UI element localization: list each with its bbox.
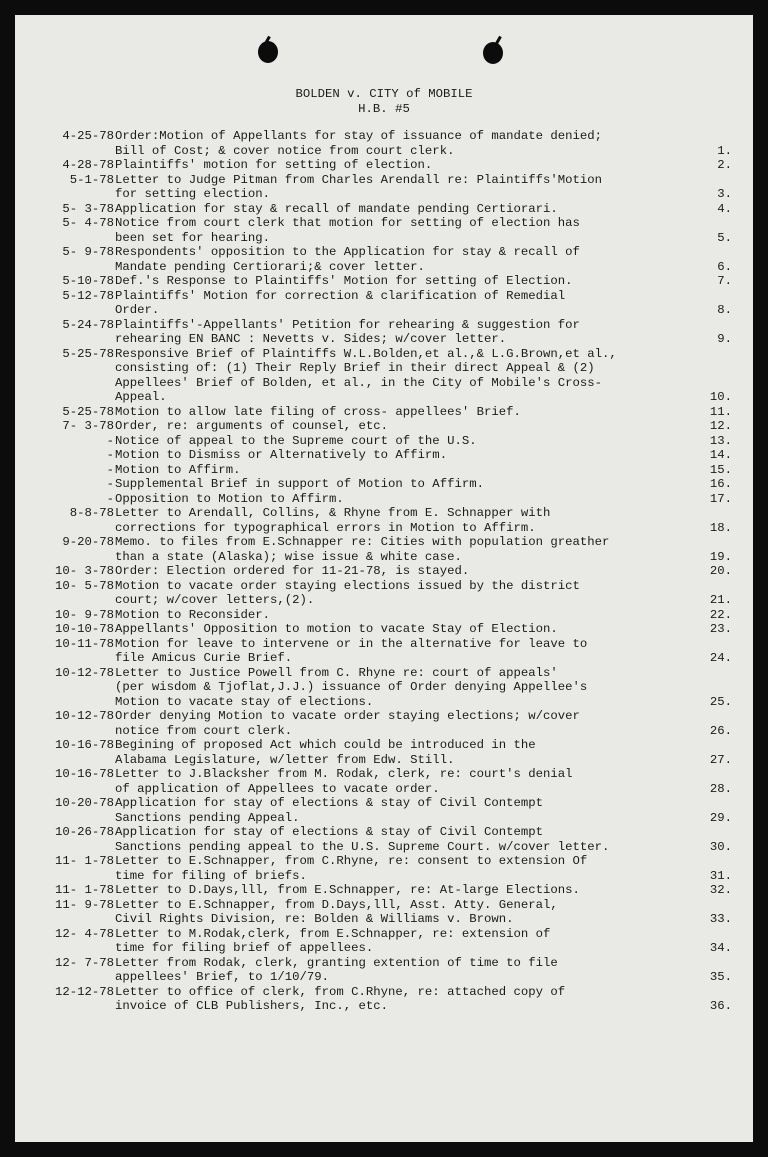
entry-description — [115, 448, 732, 463]
entry-line: Appeal. — [115, 390, 167, 404]
entry-date: 12- 7-78 — [54, 955, 114, 970]
entry-line: Letter to D.Days,lll, from E.Schnapper, re: At-large Elections. — [115, 883, 580, 897]
docket-entry — [42, 535, 732, 564]
hole-tear-mark — [495, 36, 502, 44]
entry-line: rehearing EN BANC : Nevetts v. Sides; w/cover letter. — [115, 332, 507, 346]
entry-line: Motion to vacate stay of elections. — [115, 694, 374, 709]
file-reference: H.B. #5 — [358, 102, 410, 116]
docket-entry — [42, 608, 732, 623]
entry-description — [115, 245, 732, 274]
entry-number: 17. — [709, 491, 732, 506]
docket-entry — [42, 854, 732, 883]
docket-entry — [42, 158, 732, 173]
entry-line: Notice of appeal to the Supreme court of the U.S. — [115, 433, 477, 448]
entry-number: 20. — [709, 564, 732, 578]
entry-line: Plaintiffs' Motion for correction & clarification of Remedial — [115, 288, 566, 303]
entry-number: 36. — [709, 999, 732, 1013]
entry-date: 5-12-78 — [62, 288, 114, 303]
entry-description — [115, 173, 732, 202]
entry-line: of application of Appellees to vacate order. — [115, 781, 440, 796]
entry-line: time for filing of briefs. — [115, 868, 307, 883]
entry-date: 10-12-78 — [54, 665, 114, 680]
entry-date: 12- 4-78 — [54, 926, 114, 941]
entry-line: for setting election. — [115, 187, 270, 201]
entry-date: 10- 5-78 — [54, 578, 114, 593]
entry-description — [115, 622, 732, 637]
entry-line: Motion to allow late filing of cross- appellees' Brief. — [115, 404, 521, 419]
punch-hole — [483, 42, 503, 64]
entry-description — [115, 463, 732, 478]
entry-line: Application for stay of elections & stay of Civil Contempt — [115, 825, 544, 839]
entry-number: 26. — [709, 723, 732, 738]
entry-number: 28. — [709, 781, 732, 796]
entry-line: Letter to Justice Powell from C. Rhyne re: court of appeals' — [115, 665, 558, 680]
entry-line: consisting of: (1) Their Reply Brief in their direct Appeal & (2) — [115, 361, 595, 375]
entry-description — [115, 564, 732, 579]
document-header — [15, 87, 753, 117]
entry-line: Motion for leave to intervene or in the alternative for leave to — [115, 636, 588, 651]
entry-number: 31. — [709, 868, 732, 883]
entry-line: Appellants' Opposition to motion to vacate Stay of Election. — [115, 622, 558, 636]
entry-line: Memo. to files from E.Schnapper re: Cities with population greather — [115, 535, 610, 549]
entry-number: 30. — [709, 839, 732, 854]
entry-number: 1. — [717, 143, 732, 158]
entry-line: Letter to M.Rodak,clerk, from E.Schnapper, re: extension of — [115, 926, 551, 941]
entry-number: 35. — [709, 970, 732, 984]
docket-entry — [42, 927, 732, 956]
entry-date: 10-11-78 — [54, 636, 114, 651]
entry-description — [115, 202, 732, 217]
entry-date: 5-1-78 — [69, 172, 114, 187]
entry-date: 10-20-78 — [54, 796, 114, 810]
entry-line: Sanctions pending appeal to the U.S. Supreme Court. w/cover letter. — [115, 839, 610, 854]
entry-description — [115, 608, 732, 623]
entry-line: appellees' Brief, to 1/10/79. — [115, 970, 330, 984]
entry-date: 5- 9-78 — [62, 245, 114, 259]
entry-description — [115, 347, 732, 405]
entry-line: Motion to Affirm. — [115, 462, 241, 477]
entry-number: 33. — [709, 912, 732, 926]
entry-description — [115, 419, 732, 434]
docket-entry — [42, 825, 732, 854]
entry-number: 24. — [709, 651, 732, 665]
entry-number: 22. — [709, 607, 732, 622]
entry-line: file Amicus Curie Brief. — [115, 651, 293, 665]
entry-number: 25. — [709, 694, 732, 709]
entry-description — [115, 666, 732, 710]
entry-number: 15. — [709, 462, 732, 477]
entry-line: than a state (Alaska); wise issue & white case. — [115, 549, 462, 564]
entry-date: 4-25-78 — [62, 129, 114, 143]
entry-line: (per wisdom & Tjoflat,J.J.) issuance of Order denying Appellee's — [115, 680, 588, 694]
docket-entry — [42, 216, 732, 245]
docket-entry — [42, 709, 732, 738]
entry-line: Order, re: arguments of counsel, etc. — [115, 419, 389, 433]
entry-line: Supplemental Brief in support of Motion to Affirm. — [115, 477, 484, 491]
entry-number: 29. — [709, 810, 732, 825]
entry-date: - — [106, 448, 114, 462]
entry-line: Civil Rights Division, re: Bolden & Williams v. Brown. — [115, 912, 514, 926]
entry-line: Plaintiffs' motion for setting of election. — [115, 158, 433, 172]
entry-line: Letter from Rodak, clerk, granting extention of time to file — [115, 955, 558, 970]
entry-description — [115, 883, 732, 898]
entry-line: Responsive Brief of Plaintiffs W.L.Bolden,et al.,& L.G.Brown,et al., — [115, 346, 617, 361]
docket-entry — [42, 579, 732, 608]
entry-number: 34. — [709, 941, 732, 955]
entry-number: 9. — [717, 332, 732, 346]
entry-line: Motion to vacate order staying elections issued by the district — [115, 578, 580, 593]
docket-entry — [42, 738, 732, 767]
document-page — [15, 15, 753, 1142]
entry-date: 12-12-78 — [54, 984, 114, 999]
entry-description — [115, 927, 732, 956]
entry-line: Appellees' Brief of Bolden, et al., in the City of Mobile's Cross- — [115, 375, 603, 390]
entry-description — [115, 854, 732, 883]
entry-line: Def.'s Response to Plaintiffs' Motion for setting of Election. — [115, 274, 573, 288]
entry-date: 10- 3-78 — [54, 564, 114, 578]
entry-description — [115, 274, 732, 289]
entry-line: Letter to E.Schnapper, from C.Rhyne, re: consent to extension Of — [115, 854, 588, 868]
docket-entry — [42, 506, 732, 535]
docket-entry — [42, 985, 732, 1014]
entry-description — [115, 709, 732, 738]
entry-number: 12. — [709, 419, 732, 433]
entry-number: 10. — [709, 390, 732, 404]
entry-line: Opposition to Motion to Affirm. — [115, 491, 344, 506]
docket-entry-list — [42, 129, 732, 1014]
entry-description — [115, 637, 732, 666]
entry-date: 5-10-78 — [62, 274, 114, 288]
docket-entry — [42, 622, 732, 637]
entry-line: Notice from court clerk that motion for setting of election has — [115, 216, 580, 230]
entry-number: 14. — [709, 448, 732, 462]
docket-entry — [42, 883, 732, 898]
entry-description — [115, 492, 732, 507]
entry-date: 7- 3-78 — [62, 419, 114, 433]
entry-date: - — [106, 433, 114, 448]
entry-number: 3. — [717, 187, 732, 201]
entry-date: 8-8-78 — [69, 506, 114, 520]
entry-line: Order denying Motion to vacate order staying elections; w/cover — [115, 709, 580, 723]
entry-description — [115, 796, 732, 825]
entry-description — [115, 477, 732, 492]
entry-number: 4. — [717, 201, 732, 216]
entry-line: notice from court clerk. — [115, 723, 293, 738]
entry-line: Motion to Dismiss or Alternatively to Affirm. — [115, 448, 448, 462]
case-title: BOLDEN v. CITY of MOBILE — [295, 87, 473, 101]
entry-description — [115, 956, 732, 985]
entry-description — [115, 506, 732, 535]
docket-entry — [42, 202, 732, 217]
entry-line: Letter to office of clerk, from C.Rhyne, re: attached copy of — [115, 984, 566, 999]
entry-description — [115, 289, 732, 318]
entry-line: Mandate pending Certiorari;& cover letter. — [115, 259, 425, 274]
entry-date: - — [106, 491, 114, 506]
docket-entry — [42, 463, 732, 478]
docket-entry — [42, 448, 732, 463]
entry-line: Bill of Cost; & cover notice from court clerk. — [115, 143, 455, 158]
docket-entry — [42, 492, 732, 507]
entry-line: Letter to E.Schnapper, from D.Days,lll, Asst. Atty. General, — [115, 897, 558, 912]
entry-date: 5-25-78 — [62, 346, 114, 361]
entry-line: Motion to Reconsider. — [115, 607, 270, 622]
entry-line: court; w/cover letters,(2). — [115, 593, 315, 607]
docket-entry — [42, 289, 732, 318]
entry-description — [115, 129, 732, 158]
entry-date: 10-16-78 — [54, 738, 114, 752]
entry-line: corrections for typographical errors in Motion to Affirm. — [115, 520, 536, 535]
entry-number: 5. — [717, 230, 732, 245]
entry-description — [115, 825, 732, 854]
entry-description — [115, 579, 732, 608]
docket-entry — [42, 564, 732, 579]
entry-number: 6. — [717, 259, 732, 274]
entry-line: Application for stay of elections & stay of Civil Contempt — [115, 796, 544, 810]
docket-entry — [42, 419, 732, 434]
entry-description — [115, 535, 732, 564]
docket-entry — [42, 129, 732, 158]
entry-description — [115, 738, 732, 767]
entry-date: 10-12-78 — [54, 709, 114, 723]
docket-entry — [42, 666, 732, 710]
entry-number: 8. — [717, 303, 732, 317]
entry-description — [115, 434, 732, 449]
entry-line: Letter to Judge Pitman from Charles Arendall re: Plaintiffs'Motion — [115, 172, 603, 187]
entry-line: Letter to Arendall, Collins, & Rhyne from E. Schnapper with — [115, 506, 551, 520]
entry-date: 4-28-78 — [62, 158, 114, 172]
entry-number: 11. — [709, 404, 732, 419]
entry-line: time for filing brief of appellees. — [115, 941, 374, 955]
entry-date: 11- 9-78 — [54, 897, 114, 912]
docket-entry — [42, 898, 732, 927]
entry-line: Sanctions pending Appeal. — [115, 810, 300, 825]
entry-description — [115, 405, 732, 420]
docket-entry — [42, 477, 732, 492]
entry-number: 23. — [709, 622, 732, 636]
entry-date: 5- 3-78 — [62, 201, 114, 216]
docket-entry — [42, 796, 732, 825]
entry-description — [115, 985, 732, 1014]
entry-number: 18. — [709, 520, 732, 535]
entry-date: - — [106, 462, 114, 477]
entry-date: 10-10-78 — [54, 622, 114, 636]
entry-number: 19. — [709, 549, 732, 564]
entry-description — [115, 898, 732, 927]
entry-line: Order: Election ordered for 11-21-78, is stayed. — [115, 564, 470, 578]
entry-number: 32. — [709, 883, 732, 897]
entry-description — [115, 158, 732, 173]
entry-line: been set for hearing. — [115, 230, 270, 245]
docket-entry — [42, 956, 732, 985]
docket-entry — [42, 173, 732, 202]
entry-date: 5-24-78 — [62, 317, 114, 332]
entry-line: Respondents' opposition to the Application for stay & recall of — [115, 245, 580, 259]
entry-date: 5- 4-78 — [62, 216, 114, 230]
punch-hole — [258, 41, 278, 63]
entry-description — [115, 767, 732, 796]
entry-line: Alabama Legislature, w/letter from Edw. Still. — [115, 752, 455, 767]
entry-number: 16. — [709, 477, 732, 491]
entry-date: 9-20-78 — [62, 535, 114, 549]
entry-date: 10-26-78 — [54, 825, 114, 839]
docket-entry — [42, 318, 732, 347]
entry-number: 7. — [717, 274, 732, 288]
entry-number: 27. — [709, 752, 732, 767]
entry-line: invoice of CLB Publishers, Inc., etc. — [115, 999, 389, 1013]
docket-entry — [42, 245, 732, 274]
entry-date: 11- 1-78 — [54, 883, 114, 897]
entry-date: 10- 9-78 — [54, 607, 114, 622]
entry-date: 11- 1-78 — [54, 854, 114, 868]
docket-entry — [42, 274, 732, 289]
entry-number: 21. — [709, 593, 732, 607]
docket-entry — [42, 767, 732, 796]
entry-date: 5-25-78 — [62, 404, 114, 419]
docket-entry — [42, 637, 732, 666]
entry-date: 10-16-78 — [54, 767, 114, 781]
entry-line: Letter to J.Blacksher from M. Rodak, clerk, re: court's denial — [115, 767, 573, 781]
entry-description — [115, 216, 732, 245]
docket-entry — [42, 405, 732, 420]
docket-entry — [42, 347, 732, 405]
entry-line: Application for stay & recall of mandate pending Certiorari. — [115, 201, 558, 216]
entry-line: Plaintiffs'-Appellants' Petition for rehearing & suggestion for — [115, 317, 580, 332]
entry-line: Order. — [115, 303, 160, 317]
entry-number: 13. — [709, 433, 732, 448]
docket-entry — [42, 434, 732, 449]
entry-date: - — [106, 477, 114, 491]
entry-number: 2. — [717, 158, 732, 172]
entry-line: Order:Motion of Appellants for stay of issuance of mandate denied; — [115, 129, 603, 143]
entry-description — [115, 318, 732, 347]
entry-line: Begining of proposed Act which could be introduced in the — [115, 738, 536, 752]
